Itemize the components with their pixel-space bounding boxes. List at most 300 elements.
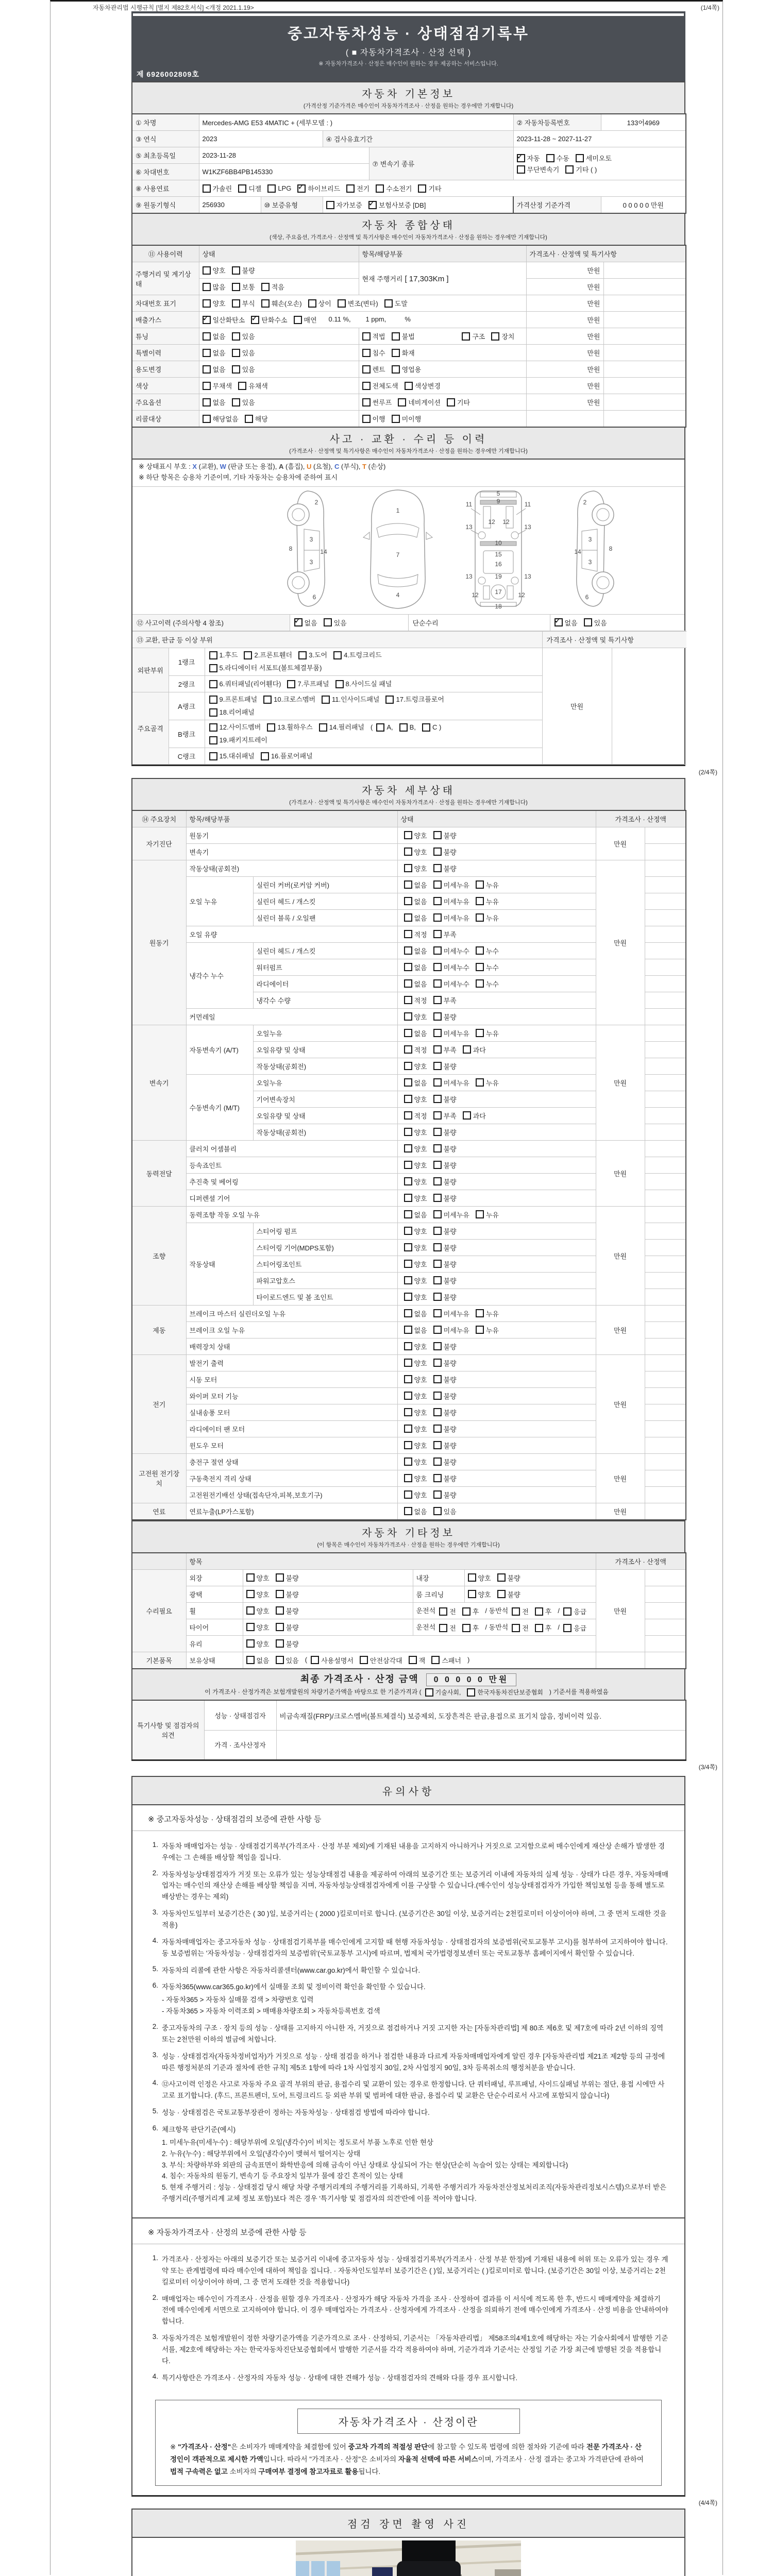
checkbox-option[interactable]	[468, 1589, 491, 1599]
checkbox-option[interactable]	[476, 1325, 499, 1335]
checkbox-option[interactable]	[546, 153, 569, 163]
checkbox-icon	[433, 1045, 442, 1054]
checkbox-option[interactable]	[360, 1655, 402, 1665]
checkbox-option[interactable]	[232, 265, 255, 275]
checkbox-label: 양호	[414, 1227, 427, 1235]
checkbox-option[interactable]	[203, 282, 226, 292]
table-row	[132, 361, 686, 378]
checkbox-label: 양호	[256, 1574, 270, 1582]
checkbox-option[interactable]	[404, 1391, 427, 1401]
checkbox-label: 과다	[473, 1112, 486, 1120]
checkbox-option[interactable]	[476, 946, 499, 956]
checkbox-option[interactable]	[476, 896, 499, 906]
checkbox-option[interactable]	[433, 1111, 457, 1121]
checkbox-option[interactable]	[238, 183, 261, 193]
checkbox-option[interactable]	[261, 298, 302, 308]
checkbox-option[interactable]	[476, 1210, 499, 1219]
checkbox-option[interactable]	[433, 880, 469, 890]
checkbox-icon	[209, 736, 217, 744]
checkbox-option[interactable]	[404, 1506, 427, 1516]
checkbox-option[interactable]	[462, 1606, 479, 1616]
checkbox-option[interactable]	[261, 282, 284, 292]
checkbox-option[interactable]	[404, 946, 427, 956]
checkbox-option[interactable]	[232, 331, 255, 341]
checkbox-option[interactable]	[209, 693, 258, 706]
checkbox-option[interactable]	[246, 1606, 270, 1616]
checkbox-option[interactable]	[232, 364, 255, 374]
checkbox-label: 누유	[485, 1029, 499, 1038]
checkbox-option[interactable]	[276, 1589, 299, 1599]
cell	[397, 1025, 596, 1041]
checkbox-option[interactable]	[476, 880, 499, 890]
notice-text: 매매업자는 매수인이 가격조사 · 산정을 원할 경우 가격조사 · 산정자가 해당 자동차 가격을 조사 · 산정하여 결과를 이 서식에 적도록 한 후, 반드시 매매계약을 체결하기 전에 매수인에게 서면으로 고지하여야 합니다. 이 경우 매매업자는 가격조사 · 산정자에게 가격조사 · 산정을 의뢰하기 전에 매수인에게 가격조사 · 산정 비용을 안내하여야 합니다.	[162, 2295, 668, 2326]
checkbox-option[interactable]	[433, 1259, 457, 1269]
checkbox-option[interactable]	[433, 1309, 469, 1318]
checkbox-option[interactable]	[238, 381, 268, 391]
checkbox-option[interactable]	[439, 1606, 456, 1616]
checkbox-option[interactable]	[362, 414, 385, 423]
checkbox-option[interactable]	[276, 1655, 299, 1665]
checkbox-option[interactable]	[246, 1639, 270, 1649]
checkbox-icon	[232, 365, 240, 374]
checkbox-option[interactable]	[433, 1160, 457, 1170]
checkbox-option[interactable]	[433, 913, 469, 923]
checkbox-option[interactable]	[404, 1408, 427, 1417]
cell: 주요옵션	[132, 394, 199, 411]
checkbox-option[interactable]	[433, 1127, 457, 1137]
notice-number: 5.	[152, 1964, 158, 1973]
checkbox-option[interactable]	[203, 298, 226, 308]
checkbox-option[interactable]	[404, 1094, 427, 1104]
checkbox-option[interactable]	[335, 678, 392, 690]
checkbox-option[interactable]	[491, 331, 514, 341]
notice-item	[148, 1937, 669, 1959]
checkbox-option[interactable]	[565, 164, 597, 174]
checkbox-option[interactable]	[404, 1061, 427, 1071]
checkbox-option[interactable]	[404, 1276, 427, 1285]
checkbox-option[interactable]	[554, 618, 578, 628]
checkbox-label: 응급	[573, 1624, 587, 1632]
checkbox-icon	[404, 1408, 412, 1416]
checkbox-label: 전	[522, 1608, 529, 1616]
checkbox-option[interactable]	[476, 1028, 499, 1038]
checkbox-option[interactable]	[433, 831, 457, 840]
comprehensive-header	[131, 213, 685, 246]
checkbox-option[interactable]	[333, 649, 382, 662]
checkbox-option[interactable]	[439, 1623, 456, 1633]
checkbox-option[interactable]	[517, 164, 560, 174]
checkbox-option[interactable]	[404, 1193, 427, 1203]
checkbox-option[interactable]	[203, 265, 226, 275]
checkbox-label: 후	[545, 1624, 552, 1632]
checkbox-icon	[476, 1029, 484, 1037]
checkbox-option[interactable]	[433, 946, 469, 956]
checkbox-option[interactable]	[433, 1193, 457, 1203]
checkbox-option[interactable]	[245, 414, 268, 423]
checkbox-option[interactable]	[319, 721, 364, 734]
car-diagram-svg	[132, 488, 684, 611]
checkbox-option[interactable]	[232, 282, 255, 292]
svg-text:14: 14	[574, 548, 581, 555]
checkbox-option[interactable]	[203, 381, 232, 391]
checkbox-option[interactable]	[404, 1440, 427, 1450]
checkbox-option[interactable]	[346, 183, 369, 193]
checkbox-option[interactable]	[384, 298, 408, 308]
checkbox-icon	[497, 1573, 506, 1582]
checkbox-label: 양호	[414, 1409, 427, 1417]
checkbox-option[interactable]	[433, 962, 469, 972]
cell: 만원	[596, 1140, 645, 1206]
checkbox-option[interactable]	[433, 1045, 457, 1055]
final-price-amount: 0 0 0 0 0 만원	[426, 1673, 517, 1686]
checkbox-option[interactable]	[404, 880, 427, 890]
checkbox-option[interactable]	[476, 1309, 499, 1318]
checkbox-option[interactable]	[576, 153, 612, 163]
cell	[645, 1190, 686, 1206]
table-row	[132, 1730, 686, 1760]
checkbox-option[interactable]	[276, 1622, 299, 1632]
cell	[603, 328, 686, 345]
checkbox-option[interactable]	[398, 397, 441, 407]
checkbox-option[interactable]	[431, 1655, 461, 1665]
checkbox-option[interactable]	[209, 734, 267, 747]
checkbox-option[interactable]	[261, 750, 313, 762]
checkbox-icon	[404, 1293, 412, 1301]
checkbox-option[interactable]	[463, 1045, 486, 1055]
checkbox-option[interactable]	[232, 397, 255, 407]
checkbox-option[interactable]	[392, 331, 415, 341]
notice-number: 4.	[152, 2372, 158, 2380]
checkbox-option[interactable]	[209, 721, 261, 734]
checkbox-label: 5.라디에이터 서포트(볼트체결부품)	[219, 664, 322, 672]
checkbox-option[interactable]	[209, 662, 322, 674]
checkbox-option[interactable]	[404, 1473, 427, 1483]
checkbox-option[interactable]	[422, 721, 441, 734]
checkbox-option[interactable]	[404, 995, 427, 1005]
checkbox-option[interactable]	[433, 1457, 457, 1467]
checkbox-label: 사용설명서	[321, 1656, 354, 1665]
checkbox-option[interactable]	[404, 863, 427, 873]
checkbox-option[interactable]	[294, 618, 317, 628]
checkbox-label: 이행	[372, 415, 385, 423]
checkbox-option[interactable]	[385, 693, 444, 706]
checkbox-option[interactable]	[404, 1424, 427, 1434]
header-stripe	[133, 13, 684, 16]
inline-text: ) 기준서를 적용하였음	[549, 1688, 609, 1696]
cell: 특별이력	[132, 345, 199, 361]
checkbox-option[interactable]	[447, 397, 470, 407]
checkbox-icon	[298, 651, 307, 659]
checkbox-option[interactable]	[404, 979, 427, 989]
checkbox-label: 잭	[418, 1656, 426, 1665]
checkbox-option[interactable]	[399, 721, 416, 734]
checkbox-icon	[267, 723, 275, 732]
checkbox-option[interactable]	[433, 1292, 457, 1302]
checkbox-option[interactable]	[246, 1655, 270, 1665]
checkbox-option[interactable]	[362, 381, 398, 391]
checkbox-label: 미세누유	[443, 1211, 469, 1219]
checkbox-option[interactable]	[404, 1111, 427, 1121]
checkbox-option[interactable]	[294, 315, 317, 325]
checkbox-option[interactable]	[433, 1012, 457, 1022]
checkbox-option[interactable]	[404, 1028, 427, 1038]
checkbox-option[interactable]	[476, 962, 499, 972]
checkbox-option[interactable]	[433, 863, 457, 873]
checkbox-option[interactable]	[462, 331, 485, 341]
cell	[243, 1602, 413, 1619]
checkbox-option[interactable]	[297, 183, 340, 193]
accident-history-table	[132, 615, 686, 631]
checkbox-option[interactable]	[404, 1259, 427, 1269]
checkbox-option[interactable]	[308, 298, 331, 308]
checkbox-option[interactable]	[463, 1111, 486, 1121]
checkbox-icon	[267, 184, 276, 193]
notice-number: 1.	[152, 2254, 158, 2262]
checkbox-option[interactable]	[433, 1358, 457, 1368]
checkbox-label: 불량	[443, 1145, 457, 1153]
checkbox-option[interactable]	[512, 1623, 529, 1633]
checkbox-label: 부족	[443, 1046, 457, 1054]
checkbox-icon	[246, 1590, 255, 1598]
checkbox-option[interactable]	[404, 896, 427, 906]
checkbox-option[interactable]	[433, 1490, 457, 1500]
checkbox-option[interactable]	[324, 618, 347, 628]
cell: 색상	[132, 378, 199, 394]
checkbox-option[interactable]	[209, 750, 255, 762]
cell: 성능 · 상태점검자	[204, 1700, 276, 1730]
cell	[397, 1338, 596, 1354]
checkbox-option[interactable]	[287, 678, 329, 690]
checkbox-icon	[433, 1012, 442, 1021]
cell: 광택	[186, 1586, 243, 1602]
checkbox-option[interactable]	[467, 1688, 543, 1697]
checkbox-option[interactable]	[326, 200, 362, 210]
checkbox-option[interactable]	[433, 1061, 457, 1071]
checkbox-option[interactable]	[404, 1342, 427, 1351]
checkbox-option[interactable]	[433, 1078, 469, 1088]
checkbox-label: 없음	[414, 1310, 427, 1318]
notice-text: 자동차가격은 보험개발원이 정한 차량기준가액을 기준가격으로 조사 · 산정하되, 기준서는 「자동차관리법」 제58조의4제1호에 해당하는 자는 기술사회에서 발행한 기준서를, 제2호에 해당하는 자는 한국자동차진단보증협회에서 발행한 기준서를 각각 적용하여야 하며, 기준가격과 기준서는 산정일 기준 가장 최근에 발행된 것을 적용합니다.	[162, 2334, 668, 2365]
checkbox-option[interactable]	[276, 1639, 299, 1649]
checkbox-option[interactable]	[425, 1688, 461, 1697]
checkbox-option[interactable]	[298, 649, 327, 662]
checkbox-option[interactable]	[404, 1045, 427, 1055]
checkbox-option[interactable]	[203, 397, 226, 407]
checkbox-option[interactable]	[433, 1094, 457, 1104]
checkbox-icon	[433, 1276, 442, 1284]
checkbox-option[interactable]	[246, 1589, 270, 1599]
checkbox-option[interactable]	[563, 1623, 586, 1633]
checkbox-option[interactable]	[409, 1655, 426, 1665]
checkbox-option[interactable]	[209, 678, 281, 690]
notice-subitem: 1. 미세누유(미세누수) : 해당부위에 오일(냉각수)이 비치는 정도로서 부품 노후로 인한 현상	[162, 2138, 433, 2146]
checkbox-option[interactable]	[404, 962, 427, 972]
checkbox-option[interactable]	[251, 315, 287, 325]
checkbox-option[interactable]	[404, 1243, 427, 1252]
checkbox-option[interactable]	[244, 649, 292, 662]
checkbox-option[interactable]	[203, 331, 226, 341]
checkbox-option[interactable]	[362, 348, 385, 358]
checkbox-option[interactable]	[433, 1375, 457, 1384]
checkbox-option[interactable]	[433, 1506, 457, 1516]
cell	[397, 959, 596, 975]
checkbox-option[interactable]	[232, 298, 255, 308]
checkbox-option[interactable]	[535, 1623, 552, 1633]
svg-text:17: 17	[495, 588, 502, 596]
cell: ⑬ 교환, 판금 등 이상 부위	[132, 631, 542, 648]
checkbox-option[interactable]	[392, 348, 415, 358]
checkbox-option[interactable]	[362, 397, 392, 407]
checkbox-option[interactable]	[404, 1490, 427, 1500]
checkbox-option[interactable]	[433, 1424, 457, 1434]
table-row	[132, 312, 686, 328]
checkbox-option[interactable]	[404, 1127, 427, 1137]
checkbox-option[interactable]	[462, 1623, 479, 1633]
checkbox-option[interactable]	[476, 1078, 499, 1088]
cell	[359, 361, 526, 378]
checkbox-icon	[404, 1375, 412, 1383]
checkbox-icon	[433, 1227, 442, 1235]
checkbox-option[interactable]	[392, 364, 422, 374]
checkbox-label: 양호	[256, 1640, 270, 1648]
checkbox-option[interactable]	[517, 153, 540, 163]
checkbox-option[interactable]	[433, 1177, 457, 1187]
checkbox-label: 양호	[414, 1145, 427, 1153]
checkbox-option[interactable]	[404, 831, 427, 840]
checkbox-option[interactable]	[404, 1292, 427, 1302]
cell	[205, 675, 542, 692]
checkbox-option[interactable]	[497, 1589, 520, 1599]
checkbox-option[interactable]	[404, 1457, 427, 1467]
cell	[243, 1569, 413, 1586]
checkbox-option[interactable]	[404, 1375, 427, 1384]
checkbox-option[interactable]	[376, 183, 412, 193]
checkbox-option[interactable]	[468, 1573, 491, 1583]
status-code: T	[362, 463, 366, 470]
checkbox-option[interactable]	[246, 1573, 270, 1583]
checkbox-option[interactable]	[267, 184, 291, 193]
checkbox-label: 양호	[414, 1062, 427, 1071]
checkbox-icon	[261, 283, 270, 291]
checkbox-option[interactable]	[322, 693, 379, 706]
checkbox-option[interactable]	[476, 913, 499, 923]
checkbox-option[interactable]	[362, 331, 385, 341]
checkbox-option[interactable]	[404, 1078, 427, 1088]
checkbox-option[interactable]	[404, 1160, 427, 1170]
checkbox-option[interactable]	[276, 1606, 299, 1616]
checkbox-option[interactable]	[362, 364, 385, 374]
checkbox-option[interactable]	[433, 1028, 469, 1038]
checkbox-option[interactable]	[311, 1655, 354, 1665]
checkbox-icon	[563, 1624, 572, 1632]
checkbox-option[interactable]	[433, 929, 457, 939]
cell: 발전기 출력	[186, 1354, 397, 1371]
checkbox-icon	[404, 864, 412, 872]
cell	[603, 295, 686, 312]
checkbox-option[interactable]	[404, 1177, 427, 1187]
checkbox-option[interactable]	[584, 618, 607, 628]
checkbox-option[interactable]	[209, 706, 255, 719]
checkbox-option[interactable]	[368, 200, 426, 210]
checkbox-option[interactable]	[203, 348, 226, 358]
checkbox-option[interactable]	[232, 348, 255, 358]
checkbox-option[interactable]	[433, 979, 469, 989]
cell: 상태	[199, 245, 359, 262]
checkbox-option[interactable]	[476, 979, 499, 989]
checkbox-label: 불량	[443, 1260, 457, 1268]
checkbox-option[interactable]	[209, 649, 238, 662]
cell: 만원	[596, 860, 645, 1025]
checkbox-option[interactable]	[535, 1606, 552, 1616]
checkbox-option[interactable]	[267, 721, 312, 734]
checkbox-option[interactable]	[433, 1325, 469, 1335]
cell	[243, 1635, 596, 1652]
checkbox-option[interactable]	[392, 414, 422, 423]
checkbox-option[interactable]	[404, 1309, 427, 1318]
checkbox-option[interactable]	[404, 1144, 427, 1154]
checkbox-option[interactable]	[203, 364, 226, 374]
svg-text:6: 6	[312, 593, 316, 601]
checkbox-option[interactable]	[433, 896, 469, 906]
checkbox-option[interactable]	[512, 1606, 529, 1616]
checkbox-option[interactable]	[433, 1440, 457, 1450]
checkbox-option[interactable]	[203, 315, 245, 325]
checkbox-option[interactable]	[433, 1276, 457, 1285]
checkbox-option[interactable]	[338, 298, 378, 308]
checkbox-option[interactable]	[263, 693, 315, 706]
cell	[397, 1206, 596, 1223]
checkbox-option[interactable]	[433, 1391, 457, 1401]
cell: 실린더 헤드 / 개스킷	[253, 893, 397, 909]
checkbox-option[interactable]	[203, 414, 239, 423]
checkbox-label: 양호	[414, 1293, 427, 1301]
regulation-reference: 자동차관리법 시행규칙 [별지 제82호서식] <개정 2021.1.19>	[93, 4, 254, 11]
checkbox-option[interactable]	[404, 1325, 427, 1335]
checkbox-option[interactable]	[497, 1573, 520, 1583]
cell	[359, 328, 526, 345]
checkbox-option[interactable]	[433, 847, 457, 857]
checkbox-option[interactable]	[433, 1342, 457, 1351]
checkbox-option[interactable]	[404, 847, 427, 857]
checkbox-option[interactable]	[404, 913, 427, 923]
checkbox-option[interactable]	[276, 1573, 299, 1583]
checkbox-option[interactable]	[418, 183, 441, 193]
checkbox-option[interactable]	[404, 929, 427, 939]
checkbox-option[interactable]	[376, 721, 393, 734]
checkbox-option[interactable]	[203, 183, 232, 193]
checkbox-option[interactable]	[433, 1473, 457, 1483]
checkbox-option[interactable]	[405, 381, 441, 391]
cell: 냉각수 누수	[186, 942, 253, 1008]
checkbox-option[interactable]	[433, 1226, 457, 1236]
cell	[397, 909, 596, 926]
checkbox-option[interactable]	[404, 1210, 427, 1219]
inline-text: (	[305, 1655, 308, 1664]
checkbox-option[interactable]	[404, 1012, 427, 1022]
checkbox-option[interactable]	[246, 1622, 270, 1632]
checkbox-option[interactable]	[563, 1606, 586, 1616]
svg-text:6: 6	[585, 593, 589, 601]
checkbox-option[interactable]	[404, 1358, 427, 1368]
checkbox-option[interactable]	[404, 1226, 427, 1236]
checkbox-icon	[263, 696, 272, 704]
checkbox-option[interactable]	[433, 995, 457, 1005]
checkbox-option[interactable]	[433, 1408, 457, 1417]
checkbox-option[interactable]	[433, 1210, 469, 1219]
document-title: 중고자동차성능 · 상태점검기록부	[288, 26, 529, 42]
checkbox-option[interactable]	[433, 1144, 457, 1154]
checkbox-option[interactable]	[433, 1243, 457, 1252]
